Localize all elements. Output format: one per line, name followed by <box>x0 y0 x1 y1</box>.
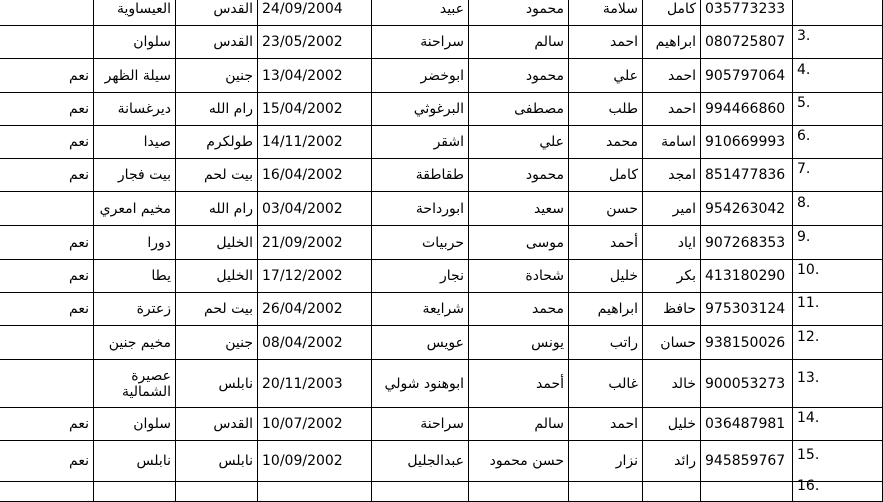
id-number-cell: 413180290 <box>701 260 793 293</box>
date-cell: 16/04/2002 <box>258 159 372 192</box>
grandfather-name-cell: موسى <box>469 226 569 260</box>
row-number-label: 5. <box>797 95 811 111</box>
city-cell: القدس <box>176 26 258 59</box>
date-cell: 10/07/2002 <box>258 408 372 441</box>
table-row <box>0 482 883 502</box>
id-number-cell: 035773233 <box>701 0 793 26</box>
city-cell: رام الله <box>176 192 258 226</box>
father-name-cell: راتب <box>569 326 643 360</box>
row-number-label: 12. <box>797 328 820 345</box>
table-row <box>0 408 883 441</box>
grandfather-name-cell: محمود <box>469 159 569 192</box>
family-name-cell: ابوهنود شولي <box>372 360 469 408</box>
row-number <box>793 477 883 502</box>
father-name-cell <box>569 482 643 502</box>
grandfather-name-cell: يونس <box>469 326 569 360</box>
date-cell: 08/04/2002 <box>258 326 372 360</box>
row-number <box>793 260 883 293</box>
id-number-cell: 994466860 <box>701 93 793 126</box>
flag-cell <box>0 0 94 26</box>
table-row <box>0 260 883 293</box>
city-cell: جنين <box>176 326 258 360</box>
row-number-label: 3. <box>797 28 811 44</box>
flag-cell <box>0 360 94 408</box>
row-number-label: 4. <box>797 61 811 78</box>
date-cell: 13/04/2002 <box>258 59 372 93</box>
town-cell: دورا <box>94 226 176 260</box>
first-name-cell: بكر <box>643 260 701 293</box>
id-number-cell: 945859767 <box>701 441 793 482</box>
family-name-cell: سراحنة <box>372 408 469 441</box>
first-name-cell: اسامة <box>643 126 701 159</box>
family-name-cell: حربيات <box>372 226 469 260</box>
flag-cell: نعم <box>0 226 94 260</box>
id-number-cell: 907268353 <box>701 226 793 260</box>
city-cell: الخليل <box>176 260 258 293</box>
first-name-cell: ابراهيم <box>643 26 701 59</box>
row-number-label: 15. <box>797 447 820 463</box>
city-cell: نابلس <box>176 360 258 408</box>
family-name-cell: ابوخضر <box>372 59 469 93</box>
flag-cell <box>0 192 94 226</box>
id-number-cell: 080725807 <box>701 26 793 59</box>
date-cell: 15/04/2002 <box>258 93 372 126</box>
flag-cell: نعم <box>0 293 94 326</box>
date-cell: 10/09/2002 <box>258 441 372 482</box>
town-cell: مخيم امعري <box>94 192 176 226</box>
family-name-cell: عبيد <box>372 0 469 26</box>
date-cell: 20/11/2003 <box>258 360 372 408</box>
town-cell: سلوان <box>94 408 176 441</box>
town-cell: بيت فجار <box>94 159 176 192</box>
table-row <box>0 441 883 482</box>
town-cell: مخيم جنين <box>94 326 176 360</box>
row-number <box>793 226 883 260</box>
id-number-cell: 954263042 <box>701 192 793 226</box>
first-name-cell: امجد <box>643 159 701 192</box>
flag-cell: نعم <box>0 126 94 159</box>
city-cell: بيت لحم <box>176 293 258 326</box>
row-number-label: 11. <box>797 295 820 311</box>
table-row <box>0 326 883 360</box>
table-row <box>0 126 883 159</box>
city-cell: نابلس <box>176 441 258 482</box>
flag-cell <box>0 482 94 502</box>
date-cell: 17/12/2002 <box>258 260 372 293</box>
table-row <box>0 26 883 59</box>
family-name-cell: سراحنة <box>372 26 469 59</box>
first-name-cell: حافظ <box>643 293 701 326</box>
first-name-cell: خالد <box>643 360 701 408</box>
id-number-cell: 900053273 <box>701 360 793 408</box>
date-cell <box>258 482 372 502</box>
row-number-label: 9. <box>797 228 811 245</box>
father-name-cell: غالب <box>569 360 643 408</box>
first-name-cell: امير <box>643 192 701 226</box>
town-cell: زعترة <box>94 293 176 326</box>
row-number <box>793 59 883 93</box>
family-name-cell: البرغوثي <box>372 93 469 126</box>
row-number-label: 13. <box>797 369 820 386</box>
table-row <box>0 360 883 408</box>
table-row <box>0 192 883 226</box>
id-number-cell: 975303124 <box>701 293 793 326</box>
father-name-cell: ابراهيم <box>569 293 643 326</box>
town-cell: صيدا <box>94 126 176 159</box>
city-cell: القدس <box>176 408 258 441</box>
town-cell: نابلس <box>94 441 176 482</box>
city-cell <box>176 482 258 502</box>
row-number <box>793 326 883 360</box>
father-name-cell: محمد <box>569 126 643 159</box>
city-cell: رام الله <box>176 93 258 126</box>
row-number <box>793 192 883 226</box>
father-name-cell: كامل <box>569 159 643 192</box>
family-name-cell: نجار <box>372 260 469 293</box>
grandfather-name-cell: محمود <box>469 59 569 93</box>
date-cell: 24/09/2004 <box>258 0 372 26</box>
family-name-cell: شرايعة <box>372 293 469 326</box>
table-row <box>0 293 883 326</box>
father-name-cell: خليل <box>569 260 643 293</box>
father-name-cell: احمد <box>569 408 643 441</box>
first-name-cell: رائد <box>643 441 701 482</box>
row-number <box>793 360 883 408</box>
city-cell: الخليل <box>176 226 258 260</box>
family-name-cell: عبدالجليل <box>372 441 469 482</box>
grandfather-name-cell: محمود <box>469 0 569 26</box>
flag-cell: نعم <box>0 93 94 126</box>
id-number-cell: 851477836 <box>701 159 793 192</box>
first-name-cell <box>643 482 701 502</box>
father-name-cell: طلب <box>569 93 643 126</box>
town-cell <box>94 482 176 502</box>
flag-cell: نعم <box>0 260 94 293</box>
first-name-cell: احمد <box>643 59 701 93</box>
row-number <box>793 126 883 159</box>
father-name-cell: سلامة <box>569 0 643 26</box>
row-number-label: 6. <box>797 128 811 144</box>
row-number <box>793 441 883 482</box>
row-number <box>793 159 883 192</box>
date-cell: 03/04/2002 <box>258 192 372 226</box>
flag-cell: نعم <box>0 159 94 192</box>
grandfather-name-cell: سعيد <box>469 192 569 226</box>
grandfather-name-cell: سالم <box>469 408 569 441</box>
id-number-cell: 905797064 <box>701 59 793 93</box>
family-name-cell: ابورداحة <box>372 192 469 226</box>
family-name-cell <box>372 482 469 502</box>
flag-cell: نعم <box>0 408 94 441</box>
table-row <box>0 93 883 126</box>
id-number-cell: 036487981 <box>701 408 793 441</box>
row-number-label: 8. <box>797 194 811 211</box>
grandfather-name-cell: سالم <box>469 26 569 59</box>
flag-cell <box>0 326 94 360</box>
date-cell: 21/09/2002 <box>258 226 372 260</box>
father-name-cell: علي <box>569 59 643 93</box>
row-number-label: 16. <box>797 477 820 494</box>
grandfather-name-cell: مصطفى <box>469 93 569 126</box>
first-name-cell: احمد <box>643 93 701 126</box>
father-name-cell: نزار <box>569 441 643 482</box>
date-cell: 26/04/2002 <box>258 293 372 326</box>
table-row <box>0 159 883 192</box>
row-number <box>793 26 883 59</box>
town-cell: يطا <box>94 260 176 293</box>
city-cell: طولكرم <box>176 126 258 159</box>
id-number-cell: 910669993 <box>701 126 793 159</box>
town-cell: العيساوية <box>94 0 176 26</box>
grandfather-name-cell: محمد <box>469 293 569 326</box>
city-cell: بيت لحم <box>176 159 258 192</box>
first-name-cell: حسان <box>643 326 701 360</box>
grandfather-name-cell <box>469 482 569 502</box>
first-name-cell: اياد <box>643 226 701 260</box>
town-cell: سلوان <box>94 26 176 59</box>
father-name-cell: أحمد <box>569 226 643 260</box>
town-cell: سيلة الظهر <box>94 59 176 93</box>
row-number <box>793 0 883 26</box>
family-name-cell: عويس <box>372 326 469 360</box>
row-number <box>793 293 883 326</box>
table-row <box>0 59 883 93</box>
grandfather-name-cell: علي <box>469 126 569 159</box>
father-name-cell: حسن <box>569 192 643 226</box>
row-number-label: 14. <box>797 410 820 426</box>
date-cell: 14/11/2002 <box>258 126 372 159</box>
row-number <box>793 408 883 441</box>
table-row <box>0 0 883 26</box>
grandfather-name-cell: شحادة <box>469 260 569 293</box>
grandfather-name-cell: حسن محمود <box>469 441 569 482</box>
first-name-cell: خليل <box>643 408 701 441</box>
id-number-cell <box>701 482 793 502</box>
first-name-cell: كامل <box>643 0 701 26</box>
grandfather-name-cell: أحمد <box>469 360 569 408</box>
flag-cell <box>0 26 94 59</box>
family-name-cell: اشقر <box>372 126 469 159</box>
city-cell: جنين <box>176 59 258 93</box>
flag-cell: نعم <box>0 59 94 93</box>
table-row <box>0 226 883 260</box>
town-cell: عصيرة الشمالية <box>94 360 176 408</box>
id-number-cell: 938150026 <box>701 326 793 360</box>
row-number-label: 10. <box>797 262 820 278</box>
date-cell: 23/05/2002 <box>258 26 372 59</box>
city-cell: القدس <box>176 0 258 26</box>
family-name-cell: طقاطقة <box>372 159 469 192</box>
row-number <box>793 93 883 126</box>
father-name-cell: احمد <box>569 26 643 59</box>
flag-cell: نعم <box>0 441 94 482</box>
town-cell: ديرغسانة <box>94 93 176 126</box>
row-number-label: 7. <box>797 161 811 177</box>
